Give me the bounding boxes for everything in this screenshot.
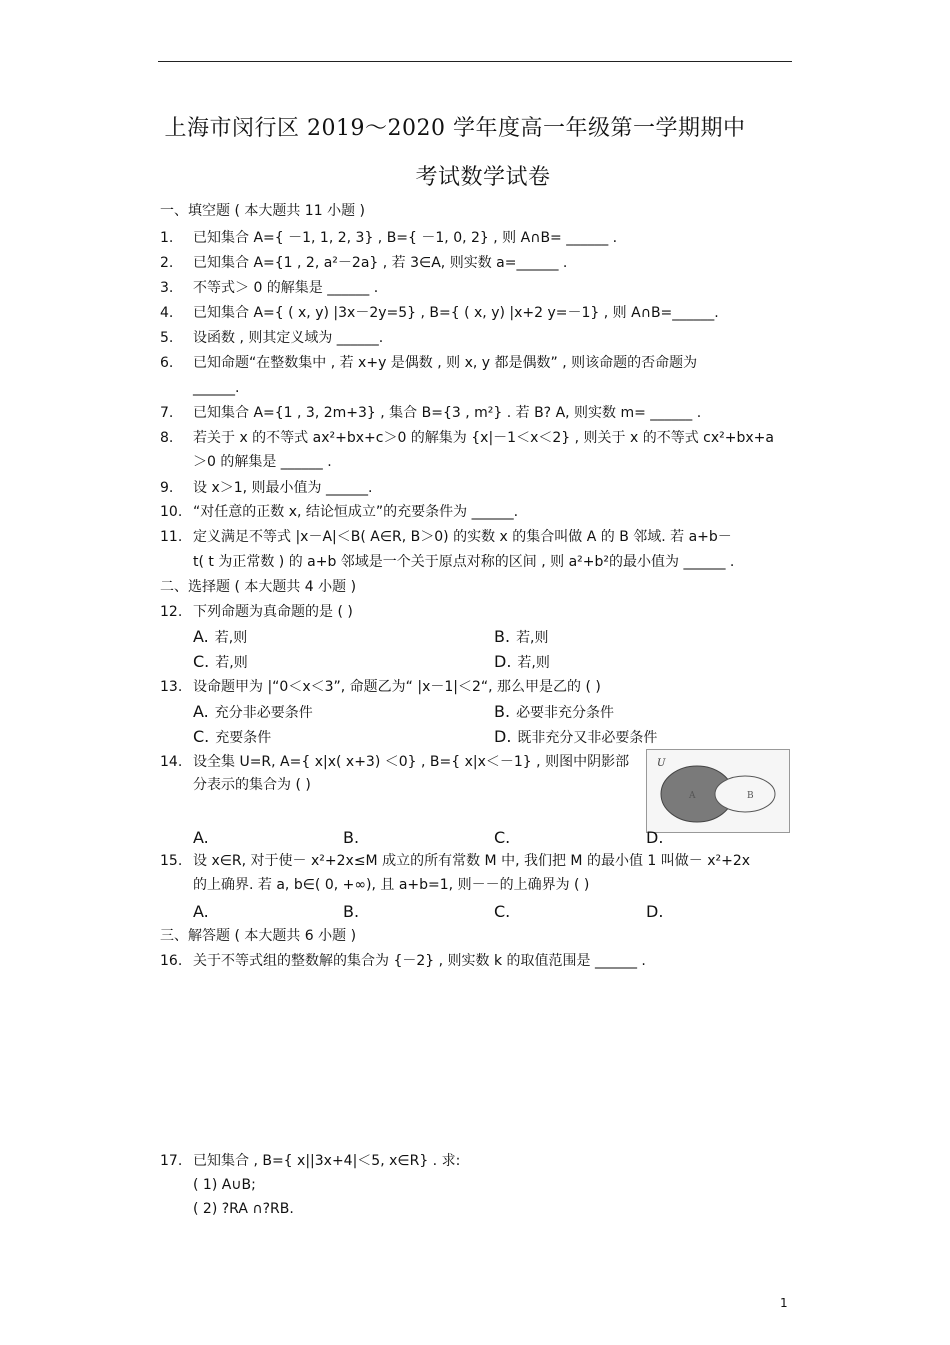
section-heading-answer: 三、解答题 ( 本大题共 6 小题 ) [160, 928, 357, 944]
doc-title-line2: 考试数学试卷 [415, 165, 551, 190]
doc-title-line1: 上海市闵行区 2019～2020 学年度高一年级第一学期期中 [164, 116, 746, 141]
header-rule [158, 61, 792, 62]
option-c[interactable]: C. 若,则 [193, 652, 248, 671]
option-d[interactable]: D. 若,则 [494, 652, 550, 671]
option-b[interactable]: B. [343, 902, 360, 921]
section-heading-fill: 一、填空题 ( 本大题共 11 小题 ) [160, 203, 365, 219]
option-a[interactable]: A. [193, 902, 209, 921]
question-item-continued: 的上确界. 若 a, b∈( 0, +∞), 且 a+b=1, 则－－的上确界为 ( ) [193, 877, 590, 893]
venn-label-u: U [657, 758, 666, 769]
page-number: 1 [780, 1296, 788, 1310]
option-b[interactable]: B. [343, 828, 360, 847]
option-a[interactable]: A. 充分非必要条件 [193, 702, 313, 721]
venn-label-b: B [747, 791, 754, 801]
venn-diagram [646, 749, 790, 833]
section-heading-choice: 二、选择题 ( 本大题共 4 小题 ) [160, 579, 357, 595]
option-b[interactable]: B. 必要非充分条件 [494, 702, 615, 721]
venn-label-a: A [689, 791, 696, 801]
option-d[interactable]: D. [646, 828, 664, 847]
option-c[interactable]: C. 充要条件 [193, 727, 272, 746]
option-d[interactable]: D. 既非充分又非必要条件 [494, 727, 658, 746]
question-item-continued: 分表示的集合为 ( ) [193, 777, 311, 793]
option-c[interactable]: C. [494, 828, 511, 847]
subquestion-1: ( 1) A∪B; [193, 1177, 256, 1193]
venn-diagram-svg [647, 750, 789, 832]
subquestion-2: ( 2) ?RA ∩?RB. [193, 1201, 294, 1217]
option-a[interactable]: A. [193, 828, 209, 847]
option-c[interactable]: C. [494, 902, 511, 921]
option-d[interactable]: D. [646, 902, 664, 921]
set-b-ellipse [715, 776, 775, 812]
option-b[interactable]: B. 若,则 [494, 627, 549, 646]
option-a[interactable]: A. 若,则 [193, 627, 248, 646]
